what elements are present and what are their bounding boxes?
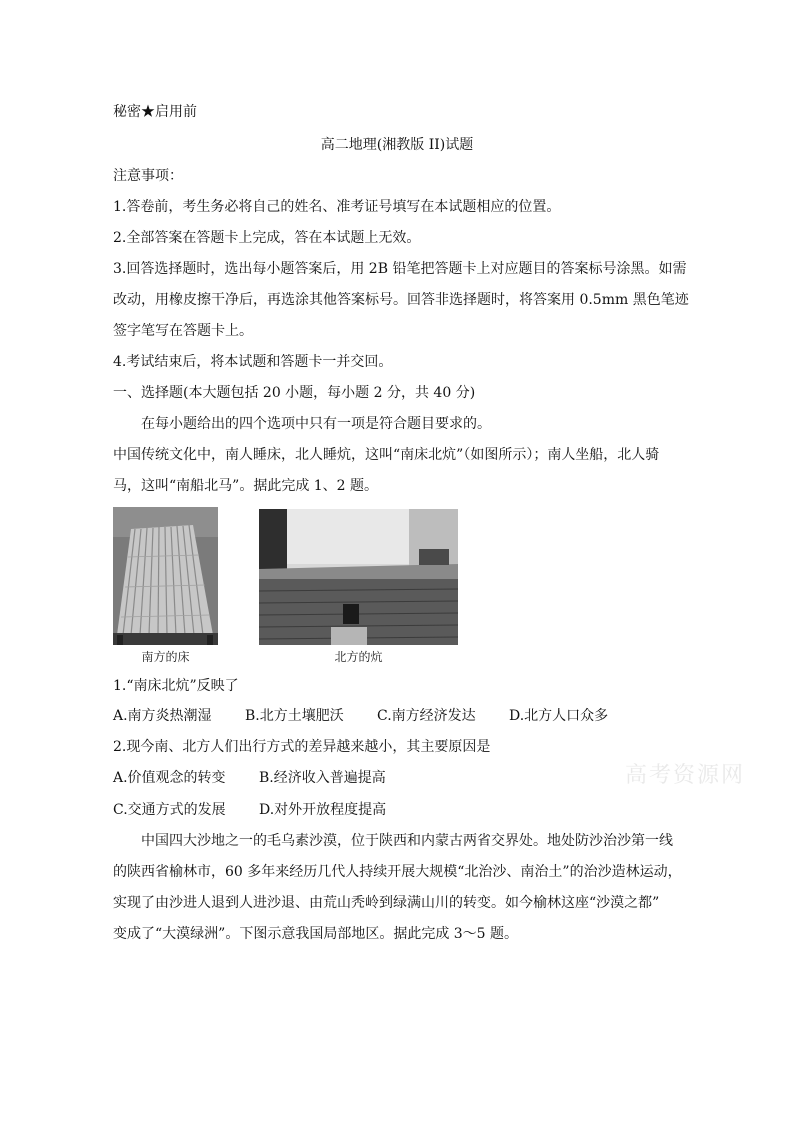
passage-1-line-2: 马，这叫“南船北马”。据此完成 1、2 题。: [113, 478, 379, 494]
caption-north-kang: 北方的炕: [334, 650, 383, 664]
notice-heading: 注意事项：: [113, 168, 183, 184]
q2-option-c: C.交通方式的发展: [113, 802, 226, 818]
secret-label: 秘密★启用前: [113, 104, 197, 120]
watermark: 高考资源网: [625, 763, 746, 788]
section-heading: 一、选择题(本大题包括 20 小题，每小题 2 分，共 40 分): [113, 385, 476, 401]
q2-option-a: A.价值观念的转变: [113, 770, 226, 786]
q2-option-b: B.经济收入普遍提高: [259, 770, 386, 786]
q1-option-c: C.南方经济发达: [377, 708, 476, 724]
page-title: 高二地理(湘教版 II)试题: [320, 137, 474, 153]
q2-stem: 2.现今南、北方人们出行方式的差异越来越小，其主要原因是: [113, 739, 491, 755]
north-kang-photo: [259, 509, 458, 645]
notice-item-3-cont2: 签字笔写在答题卡上。: [113, 323, 253, 339]
passage-2-line-3: 实现了由沙进人退到人进沙退、由荒山秃岭到绿满山川的转变。如今榆林这座“沙漠之都”: [113, 895, 660, 911]
q1-option-d: D.北方人口众多: [509, 708, 609, 724]
q2-option-d: D.对外开放程度提高: [259, 802, 387, 818]
section-instruction: 在每小题给出的四个选项中只有一项是符合题目要求的。: [141, 416, 491, 432]
passage-2-line-2: 的陕西省榆林市，60 多年来经历几代人持续开展大规模“北治沙、南治土”的治沙造林运动，: [113, 864, 682, 880]
notice-item-2: 2.全部答案在答题卡上完成，答在本试题上无效。: [113, 230, 421, 246]
q1-option-a: A.南方炎热潮湿: [113, 708, 212, 724]
q1-option-b: B.北方土壤肥沃: [245, 708, 344, 724]
notice-item-4: 4.考试结束后，将本试题和答题卡一并交回。: [113, 354, 393, 370]
passage-2-line-4: 变成了“大漠绿洲”。下图示意我国局部地区。据此完成 3～5 题。: [113, 926, 519, 942]
notice-item-1: 1.答卷前，考生务必将自己的姓名、准考证号填写在本试题相应的位置。: [113, 199, 561, 215]
q1-stem: 1.“南床北炕”反映了: [113, 678, 239, 694]
south-bed-photo: [113, 507, 218, 645]
notice-item-3-cont: 改动，用橡皮擦干净后，再选涂其他答案标号。回答非选择题时，将答案用 0.5mm 黑色笔迹: [113, 292, 689, 308]
passage-2-line-1: 中国四大沙地之一的毛乌素沙漠，位于陕西和内蒙古两省交界处。地处防沙治沙第一线: [141, 833, 673, 849]
caption-south-bed: 南方的床: [141, 650, 190, 664]
notice-item-3: 3.回答选择题时，选出每小题答案后，用 2B 铅笔把答题卡上对应题目的答案标号涂黑。如需: [113, 261, 687, 277]
passage-1-line-1: 中国传统文化中，南人睡床，北人睡炕，这叫“南床北炕”（如图所示）；南人坐船，北人骑: [113, 447, 660, 463]
